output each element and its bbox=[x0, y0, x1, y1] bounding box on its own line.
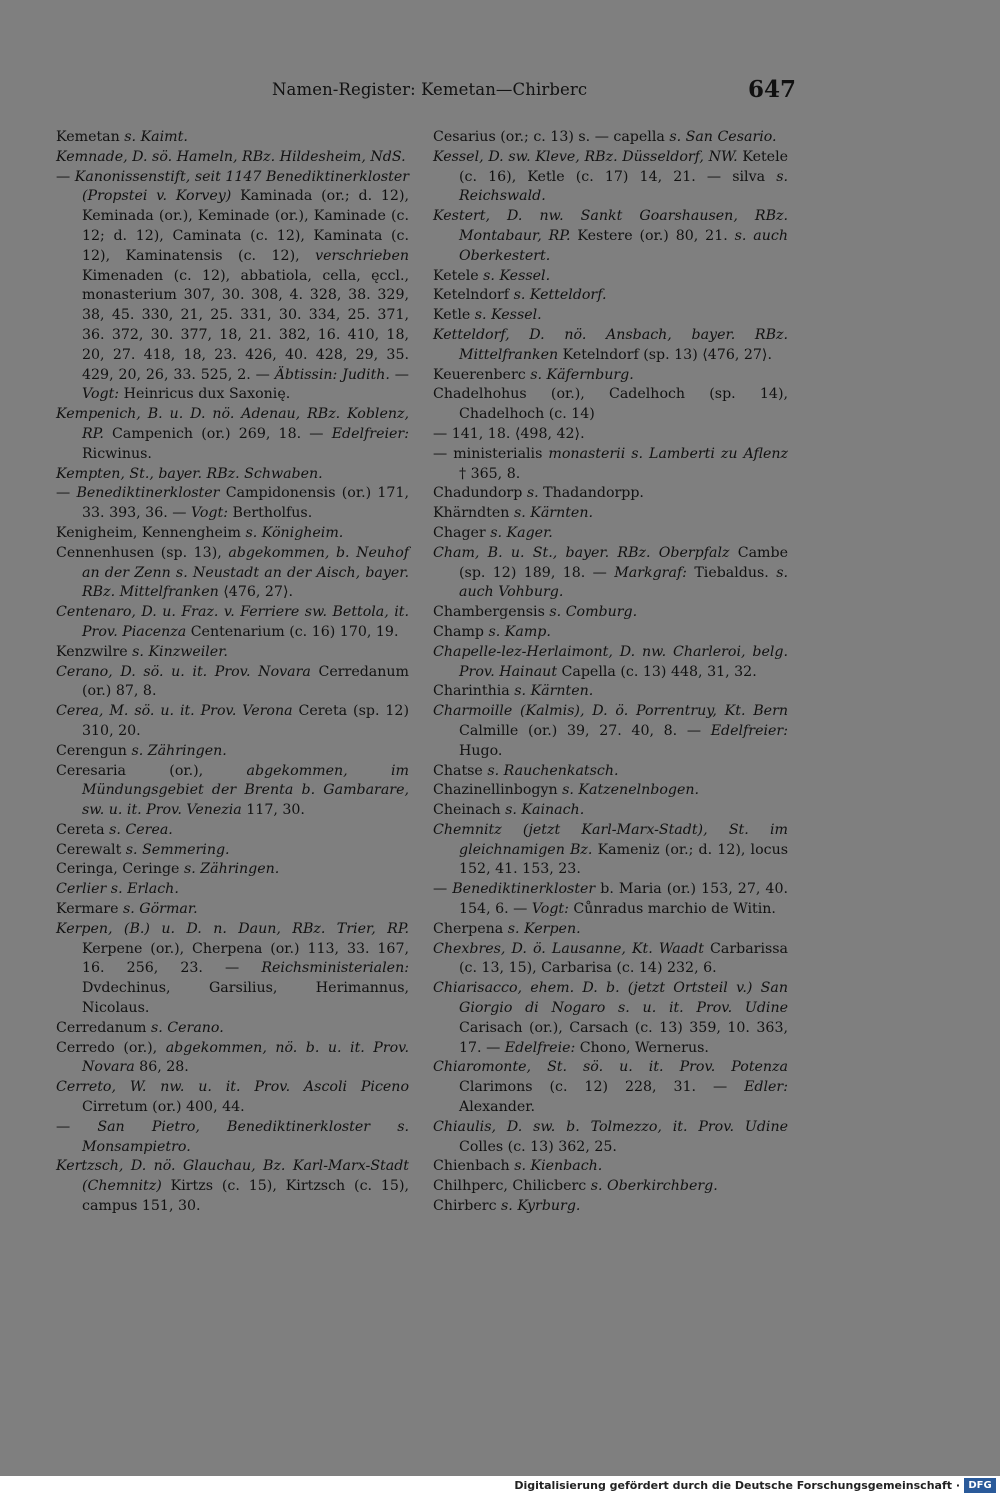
index-entry: Kempenich, B. u. D. nö. Adenau, RBz. Koblenz, RP. Campenich (or.) 269, 18. — Edelfreier: Ricwinus. bbox=[56, 406, 409, 462]
index-entry: Chemnitz (jetzt Karl-Marx-Stadt), St. im gleichnamigen Bz. Kameniz (or.; d. 12), locus 152, 41. 153, 23. bbox=[433, 821, 789, 878]
dfg-logo: DFG bbox=[964, 1478, 996, 1493]
index-entry: Centenaro, D. u. Fraz. v. Ferriere sw. Bettola, it. Prov. Piacenza Centenarium (c. 16) 170, 19. bbox=[56, 604, 409, 640]
index-entry: Kemetan s. Kaimt. bbox=[56, 129, 188, 145]
index-entry: Chadundorp s. Thadandorpp. bbox=[433, 485, 644, 502]
index-entry: — San Pietro, Benediktinerkloster s. Monsampietro. bbox=[56, 1118, 409, 1155]
index-entry: Kestert, D. nw. Sankt Goarshausen, RBz. Montabaur, RP. Kestere (or.) 80, 21. s. auch Oberkestert. bbox=[433, 208, 788, 264]
index-entry: Kempten, St., bayer. RBz. Schwaben. bbox=[56, 465, 323, 482]
index-entry: Ceringa, Ceringe s. Zähringen. bbox=[56, 861, 280, 878]
index-entry: Kemnade, D. sö. Hameln, RBz. Hildesheim, NdS. bbox=[56, 148, 406, 165]
index-entry: Chexbres, D. ö. Lausanne, Kt. Waadt Carbarissa (c. 13, 15), Carbarisa (c. 14) 232, 6. bbox=[433, 940, 788, 977]
index-entry: Cennenhusen (sp. 13), abgekommen, b. Neuhof an der Zenn s. Neustadt an der Aisch, bayer. RBz. Mittelfranken ⟨476, 27⟩. bbox=[56, 544, 409, 601]
index-entry: Cerengun s. Zähringen. bbox=[56, 742, 227, 759]
index-entry: Cerewalt s. Semmering. bbox=[56, 841, 230, 858]
index-entry: Champ s. Kamp. bbox=[433, 623, 551, 640]
index-entry: Chienbach s. Kienbach. bbox=[433, 1158, 603, 1175]
index-entry: Kerpen, (B.) u. D. n. Daun, RBz. Trier, RP. Kerpene (or.), Cherpena (or.) 113, 33. 167, 16. 256, 23. — Reichsministerialen: Dvdechinus, Garsilius, Herimannus, Nicolaus. bbox=[56, 920, 409, 1017]
index-entry: Keuerenberc s. Käfernburg. bbox=[433, 366, 634, 383]
index-entry: Charmoille (Kalmis), D. ö. Porrentruy, Kt. Bern Calmille (or.) 39, 27. 40, 8. — Edelfreier: Hugo. bbox=[433, 703, 788, 759]
index-entry: Cerredanum s. Cerano. bbox=[56, 1019, 224, 1036]
index-entry: — ministerialis monasterii s. Lamberti zu Aflenz † 365, 8. bbox=[433, 445, 788, 482]
index-entry: Chazinellinbogyn s. Katzenelnbogen. bbox=[433, 782, 700, 799]
index-entry: Cerea, M. sö. u. it. Prov. Verona Cereta (sp. 12) 310, 20. bbox=[56, 703, 409, 739]
index-entry: Kermare s. Görmar. bbox=[56, 901, 198, 918]
index-entry: — Benediktinerkloster Campidonensis (or.) 171, 33. 393, 36. — Vogt: Bertholfus. bbox=[56, 485, 409, 522]
index-entry: Ketteldorf, D. nö. Ansbach, bayer. RBz. Mittelfranken Ketelndorf (sp. 13) ⟨476, 27⟩. bbox=[433, 326, 788, 363]
index-entry: Ketele s. Kessel. bbox=[433, 267, 551, 284]
index-entry: Chager s. Kager. bbox=[433, 524, 553, 541]
index-entry: Ketelndorf s. Ketteldorf. bbox=[433, 287, 607, 304]
index-entry: Charinthia s. Kärnten. bbox=[433, 683, 594, 700]
index-entry: Cherpena s. Kerpen. bbox=[433, 920, 581, 937]
index-entry: Chilhperc, Chilicberc s. Oberkirchberg. bbox=[433, 1178, 718, 1195]
index-entry: Ceresaria (or.), abgekommen, im Mündungsgebiet der Brenta b. Gambarare, sw. u. it. Prov. Venezia 117, 30. bbox=[56, 762, 409, 819]
index-entry: — 141, 18. ⟨498, 42⟩. bbox=[433, 425, 585, 442]
index-entry: Ketle s. Kessel. bbox=[433, 307, 542, 324]
index-entry: Chiaulis, D. sw. b. Tolmezzo, it. Prov. Udine Colles (c. 13) 362, 25. bbox=[433, 1118, 788, 1155]
index-entry: — Benediktinerkloster b. Maria (or.) 153, 27, 40. 154, 6. — Vogt: Cůnradus marchio de Witin. bbox=[433, 881, 788, 918]
index-entry: Kenzwilre s. Kinzweiler. bbox=[56, 643, 228, 660]
index-entry: Cerreto, W. nw. u. it. Prov. Ascoli Piceno Cirretum (or.) 400, 44. bbox=[56, 1079, 409, 1116]
index-entry: Cesarius (or.; c. 13) s. — capella s. San Cesario. bbox=[433, 129, 777, 145]
index-entry: Chatse s. Rauchenkatsch. bbox=[433, 762, 619, 779]
footer-bar bbox=[0, 1476, 1000, 1496]
index-entry: Cham, B. u. St., bayer. RBz. Oberpfalz Cambe (sp. 12) 189, 18. — Markgraf: Tiebaldus. s. auch Vohburg. bbox=[433, 544, 788, 601]
index-entry: — Kanonissenstift, seit 1147 Benediktinerkloster (Propstei v. Korvey) Kaminada (or.; d. 12), Keminada (or.), Keminade (or.), Kaminade (c. 12; d. 12), Caminata (c. 12), Kaminata (c. 12), Kaminatensis (c. 12), verschrieben Kimenaden (c. 12), abbatiola, cella, ęccl., monasterium 307, 30. 308, 4. 328, 38. 329, 38, 45. 330, 21, 25. 331, 30. 334, 25. 371, 36. 372, 30. 377, 18, 21. 382, 16. 410, 18, 20, 27. 418, 18, 23. 426, 40. 428, 29, 35. 429, 20, 26, 33. 525, 2. — Äbtissin: Judith. — Vogt: Heinricus dux Saxonię. bbox=[56, 168, 409, 403]
running-header: Namen-Register: Kemetan—Chirberc bbox=[272, 80, 588, 99]
right-column bbox=[433, 128, 788, 1217]
index-entry: Chirberc s. Kyrburg. bbox=[433, 1198, 581, 1215]
index-entry: Chiarisacco, ehem. D. b. (jetzt Ortsteil v.) San Giorgio di Nogaro s. u. it. Prov. Udine Carisach (or.), Carsach (c. 13) 359, 10. 363, 17. — Edelfreie: Chono, Wernerus. bbox=[433, 980, 788, 1056]
index-entry: Cerano, D. sö. u. it. Prov. Novara Cerredanum (or.) 87, 8. bbox=[56, 663, 409, 700]
index-entry: Kessel, D. sw. Kleve, RBz. Düsseldorf, NW. Ketele (c. 16), Ketle (c. 17) 14, 21. — silva s. Reichswald. bbox=[433, 148, 788, 205]
index-entry: Chiaromonte, St. sö. u. it. Prov. Potenza Clarimons (c. 12) 228, 31. — Edler: Alexander. bbox=[433, 1059, 788, 1116]
index-entry: Kertzsch, D. nö. Glauchau, Bz. Karl-Marx-Stadt (Chemnitz) Kirtzs (c. 15), Kirtzsch (c. 15), campus 151, 30. bbox=[56, 1158, 409, 1215]
index-entry: Chambergensis s. Comburg. bbox=[433, 604, 638, 621]
left-column bbox=[56, 128, 409, 1217]
index-entry: Chapelle-lez-Herlaimont, D. nw. Charleroi, belg. Prov. Hainaut Capella (c. 13) 448, 31, 32. bbox=[433, 643, 788, 680]
index-entry: Cereta s. Cerea. bbox=[56, 821, 173, 838]
index-entry: Khärndten s. Kärnten. bbox=[433, 505, 593, 522]
index-entry: Cerlier s. Erlach. bbox=[56, 881, 179, 898]
index-entry: Chadelhohus (or.), Cadelhoch (sp. 14), Chadelhoch (c. 14) bbox=[433, 386, 788, 423]
index-entry: Cerredo (or.), abgekommen, nö. b. u. it. Prov. Novara 86, 28. bbox=[56, 1039, 409, 1076]
page-number: 647 bbox=[748, 76, 797, 103]
index-entry: Kenigheim, Kennengheim s. Königheim. bbox=[56, 524, 344, 541]
funding-notice: Digitalisierung gefördert durch die Deutsche Forschungsgemeinschaft · bbox=[514, 1479, 960, 1492]
index-entry: Cheinach s. Kainach. bbox=[433, 802, 585, 819]
